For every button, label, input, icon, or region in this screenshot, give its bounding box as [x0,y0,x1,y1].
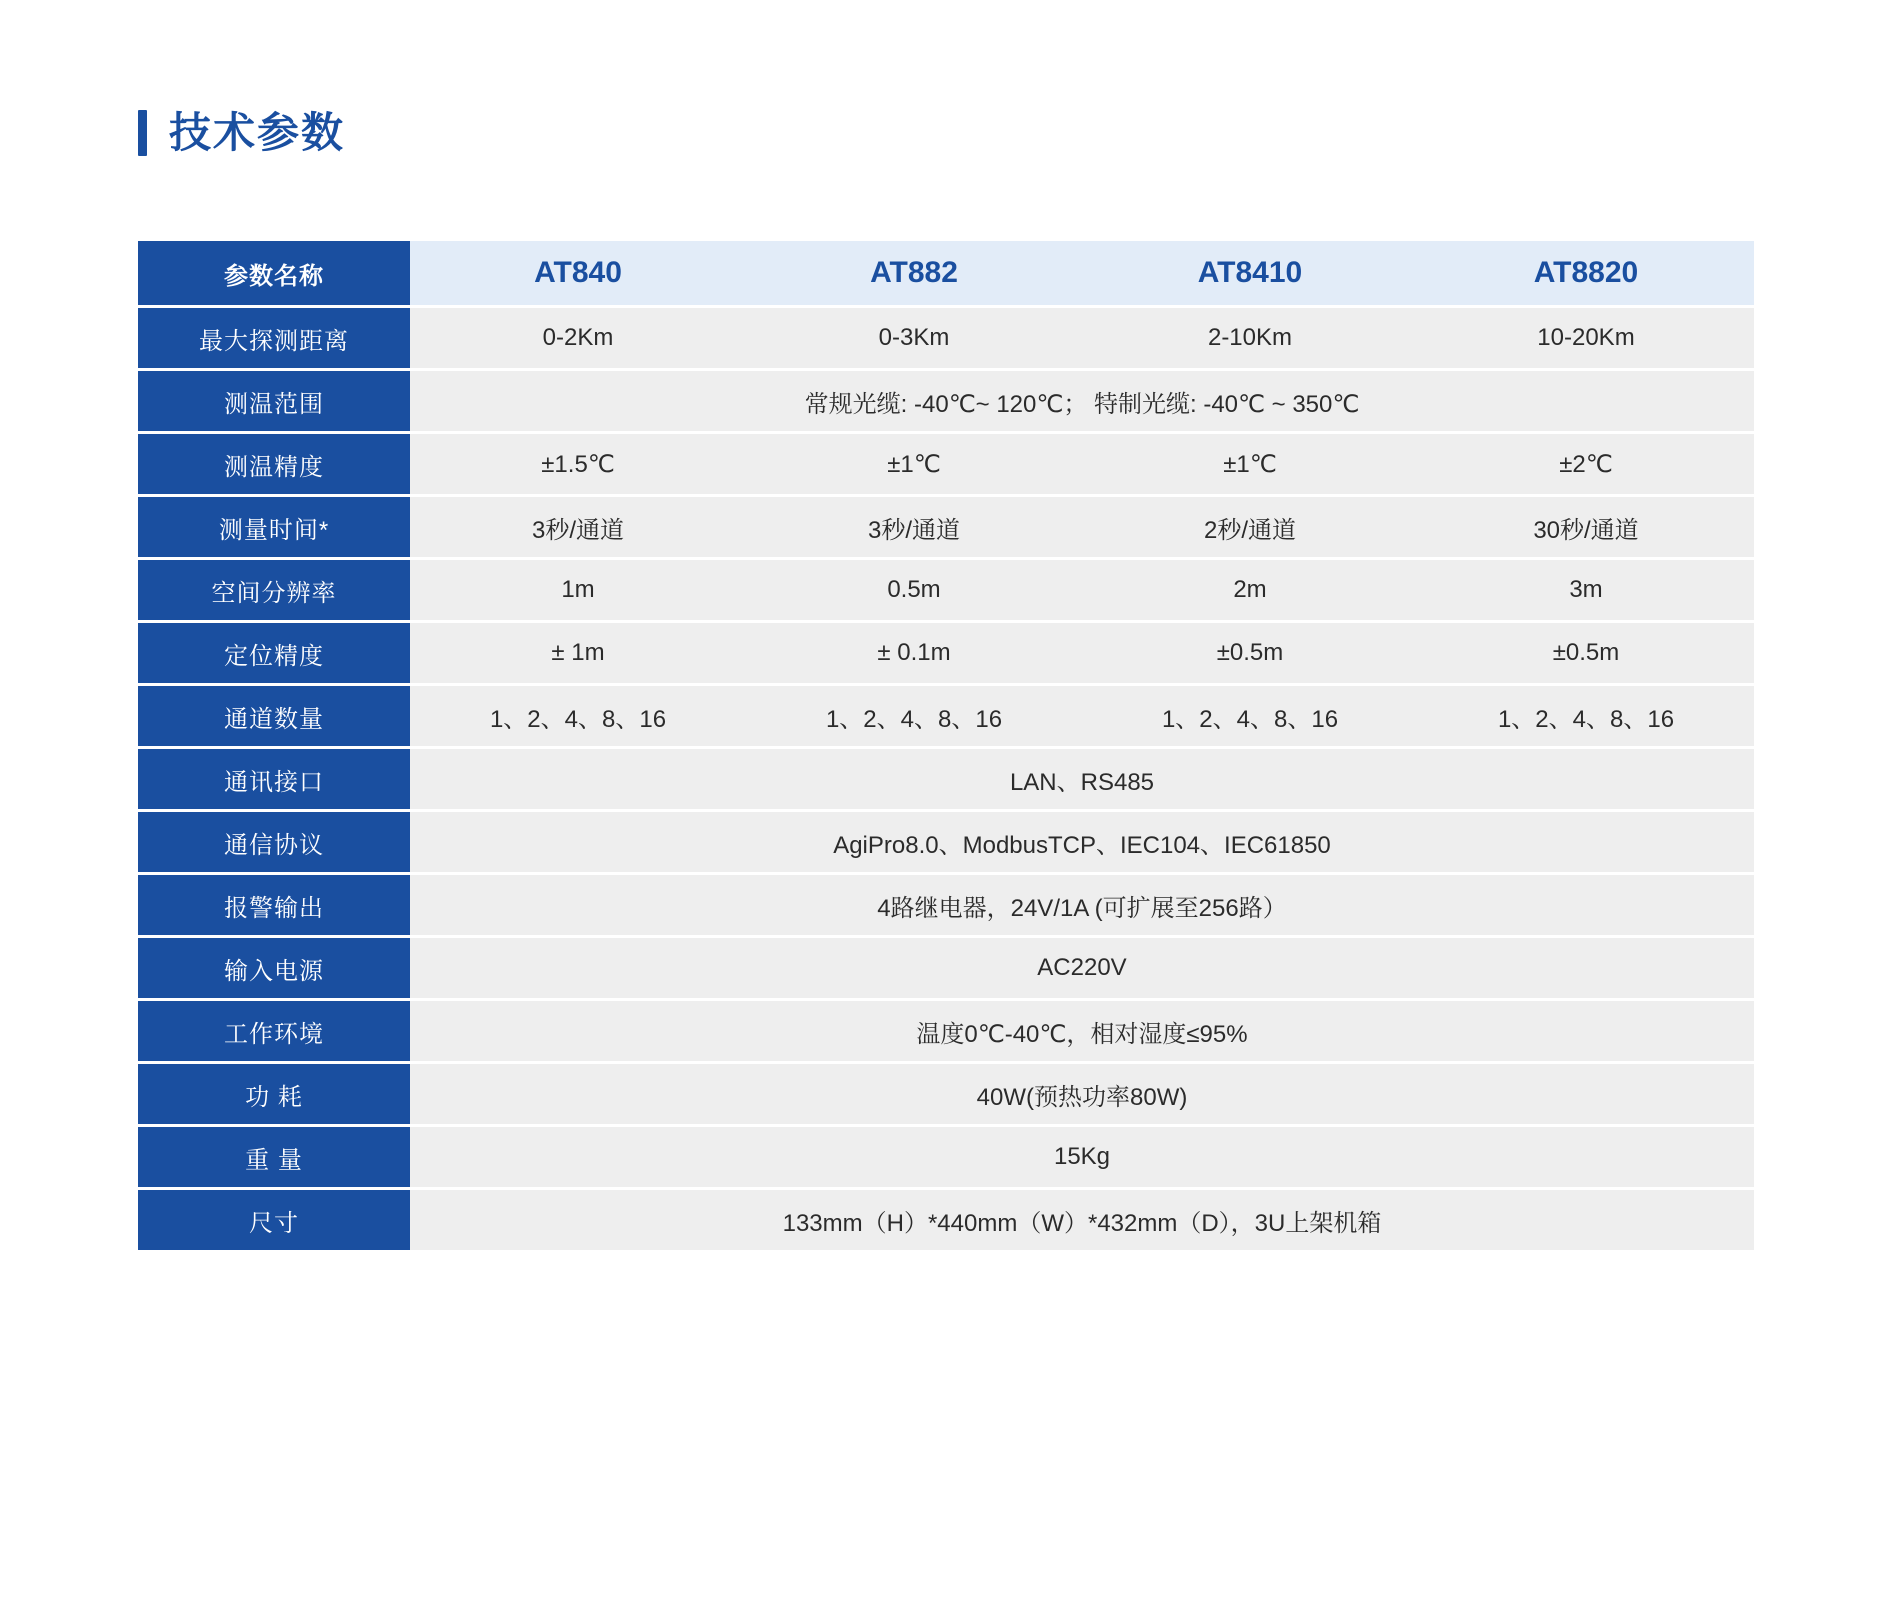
row-value-at8410: ±1℃ [1082,434,1418,494]
row-value-at882: ± 0.1m [746,623,1082,683]
row-value-at882: 3秒/通道 [746,497,1082,557]
table-row [138,1127,1754,1187]
row-value-at882: ±1℃ [746,434,1082,494]
row-value-at840: 0-2Km [410,308,746,368]
row-value-at8820: ±2℃ [1418,434,1754,494]
technical-specification-table [138,238,1754,1253]
row-value-at882: 0.5m [746,560,1082,620]
row-label: 功 耗 [138,1064,410,1124]
table-row [138,497,1754,557]
row-label: 报警输出 [138,875,410,935]
row-label: 测温精度 [138,434,410,494]
table-body [138,241,1754,1250]
title-accent-bar [138,110,147,156]
page-title [138,110,345,156]
row-value-at8410: 2秒/通道 [1082,497,1418,557]
row-label: 最大探测距离 [138,308,410,368]
row-value-at882: 1、2、4、8、16 [746,686,1082,746]
row-value-at8410: 1、2、4、8、16 [1082,686,1418,746]
table-row [138,1064,1754,1124]
row-value-all-models: AC220V [410,938,1754,998]
table-row [138,1001,1754,1061]
header-model-at840: AT840 [410,241,746,305]
table-row [138,875,1754,935]
table-row [138,623,1754,683]
row-value-all-models: 常规光缆: -40℃~ 120℃； 特制光缆: -40℃ ~ 350℃ [410,371,1754,431]
row-value-at8820: 30秒/通道 [1418,497,1754,557]
row-value-at840: ±1.5℃ [410,434,746,494]
row-value-at8410: 2-10Km [1082,308,1418,368]
table-row [138,812,1754,872]
table-header-row [138,241,1754,305]
row-value-at840: 1m [410,560,746,620]
table-row [138,371,1754,431]
row-value-at8410: ±0.5m [1082,623,1418,683]
row-value-at8820: 10-20Km [1418,308,1754,368]
row-label: 通讯接口 [138,749,410,809]
row-value-at840: ± 1m [410,623,746,683]
row-value-all-models: 4路继电器，24V/1A (可扩展至256路） [410,875,1754,935]
row-label: 通信协议 [138,812,410,872]
table-row [138,560,1754,620]
row-value-at8820: ±0.5m [1418,623,1754,683]
row-label: 输入电源 [138,938,410,998]
row-label: 定位精度 [138,623,410,683]
row-label: 尺寸 [138,1190,410,1250]
row-label: 通道数量 [138,686,410,746]
row-value-all-models: LAN、RS485 [410,749,1754,809]
row-value-all-models: 133mm（H）*440mm（W）*432mm（D），3U上架机箱 [410,1190,1754,1250]
row-label: 测温范围 [138,371,410,431]
row-value-all-models: 15Kg [410,1127,1754,1187]
table-row [138,1190,1754,1250]
header-model-at8410: AT8410 [1082,241,1418,305]
row-label: 测量时间* [138,497,410,557]
row-value-at840: 1、2、4、8、16 [410,686,746,746]
table-row [138,434,1754,494]
row-label: 重 量 [138,1127,410,1187]
table-row [138,686,1754,746]
row-value-at8410: 2m [1082,560,1418,620]
row-value-at882: 0-3Km [746,308,1082,368]
row-value-at8820: 1、2、4、8、16 [1418,686,1754,746]
row-value-at840: 3秒/通道 [410,497,746,557]
header-model-at8820: AT8820 [1418,241,1754,305]
row-value-all-models: 温度0℃-40℃，相对湿度≤95% [410,1001,1754,1061]
table-row [138,308,1754,368]
header-parameter-name: 参数名称 [138,241,410,305]
row-value-all-models: AgiPro8.0、ModbusTCP、IEC104、IEC61850 [410,812,1754,872]
page-title-text: 技术参数 [169,109,346,156]
row-value-all-models: 40W(预热功率80W) [410,1064,1754,1124]
row-label: 工作环境 [138,1001,410,1061]
table-row [138,938,1754,998]
row-label: 空间分辨率 [138,560,410,620]
row-value-at8820: 3m [1418,560,1754,620]
header-model-at882: AT882 [746,241,1082,305]
table-row [138,749,1754,809]
